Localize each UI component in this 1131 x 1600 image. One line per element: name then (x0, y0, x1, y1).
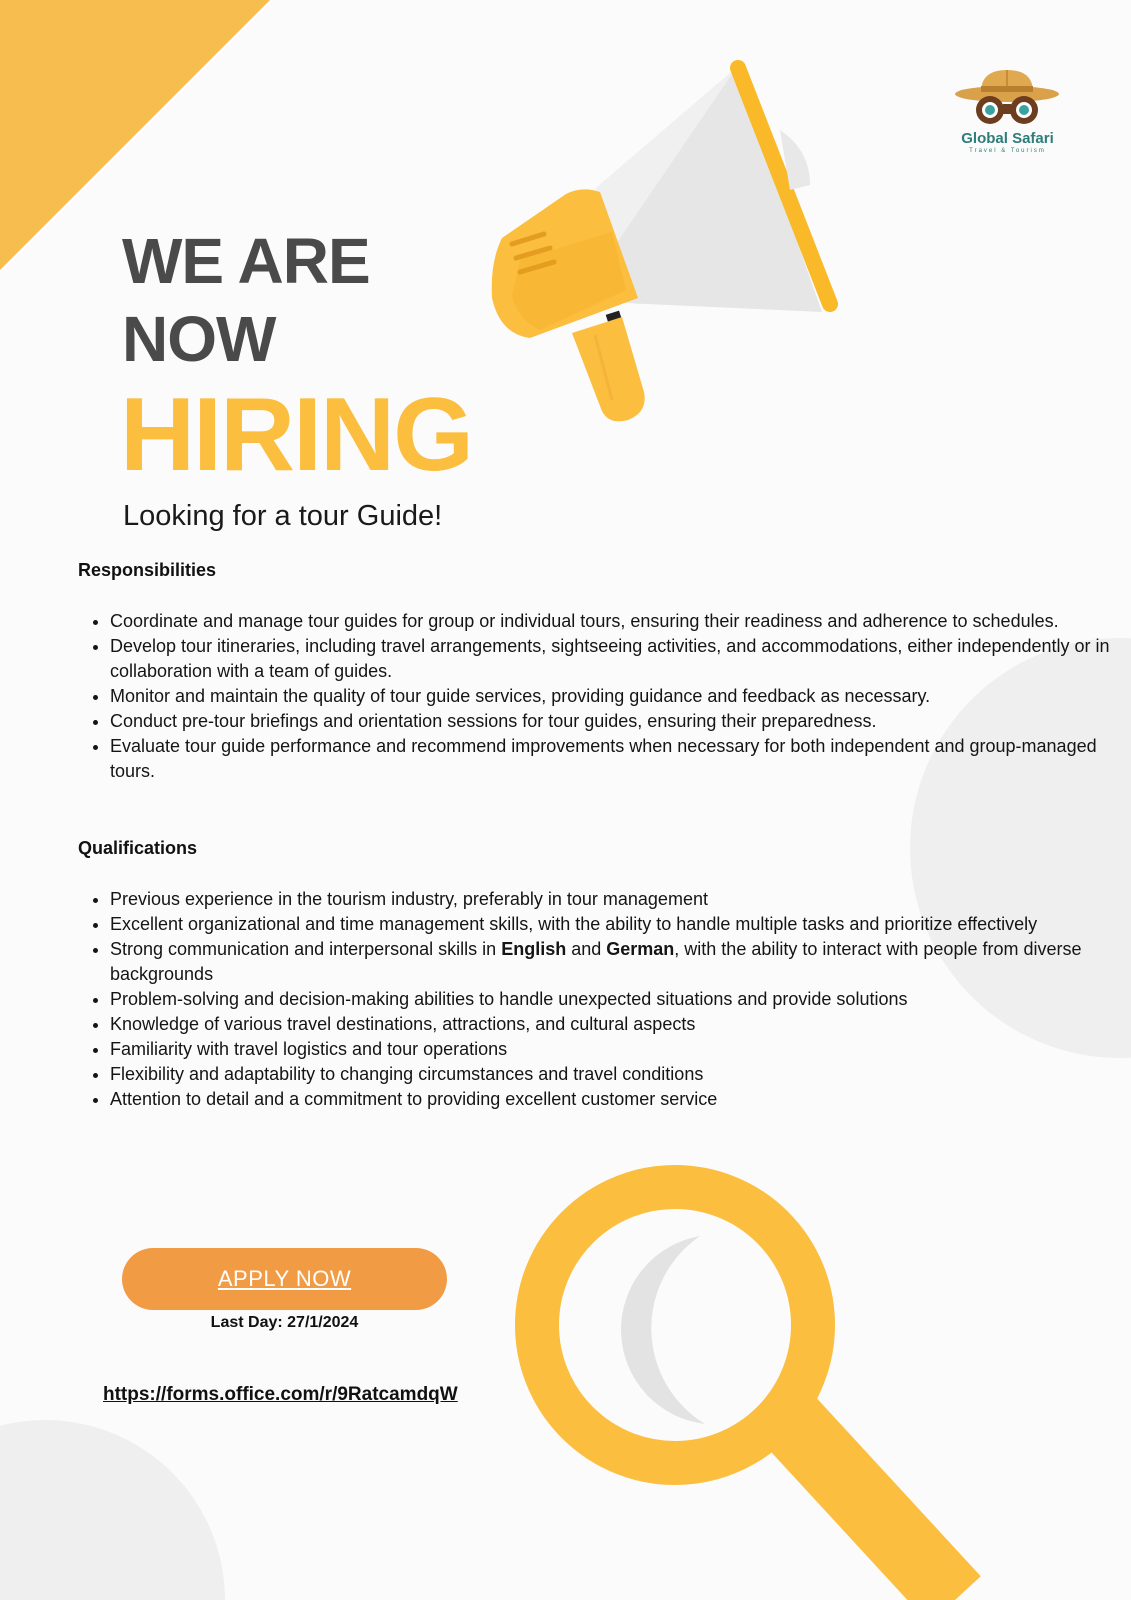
headline-hiring: HIRING (120, 377, 472, 493)
last-day-text: Last Day: 27/1/2024 (210, 1314, 359, 1331)
list-item-text: , with the ability to interact with people from diverse backgrounds (110, 939, 1082, 984)
qualifications-title: Qualifications (78, 838, 198, 858)
responsibilities-list (78, 609, 1130, 784)
headline (122, 222, 370, 378)
application-form-link[interactable]: https://forms.office.com/r/9RatcamdqW (103, 1384, 458, 1405)
headline-line-2: NOW (122, 303, 276, 375)
apply-now-button[interactable] (122, 1248, 447, 1310)
headline-line-1: WE ARE (122, 225, 370, 297)
qualifications-list (78, 887, 1130, 1112)
brand-name: Global Safari (961, 130, 1054, 147)
list-item: • Previous experience in the tourism industry, preferably in tour management (110, 887, 1130, 912)
tagline: Looking for a tour Guide! (123, 500, 443, 532)
list-item: • Evaluate tour guide performance and recommend improvements when necessary for both independent and group-managed tours. (110, 734, 1130, 784)
list-item: • Excellent organizational and time management skills, with the ability to handle multiple tasks and prioritize effectively (110, 912, 1130, 937)
list-item: • Attention to detail and a commitment to providing excellent customer service (110, 1087, 1130, 1112)
background-circle-bottom (0, 1420, 225, 1600)
list-item: • Knowledge of various travel destinations, attractions, and cultural aspects (110, 1012, 1130, 1037)
list-item: • Problem-solving and decision-making abilities to handle unexpected situations and provide solutions (110, 987, 1130, 1012)
brand-logo (940, 62, 1120, 162)
list-item-text: Strong communication and interpersonal skills in (110, 939, 502, 959)
brand-subtitle: Travel & Tourism (969, 148, 1046, 154)
list-item: • Coordinate and manage tour guides for group or individual tours, ensuring their readiness and adherence to schedules. (110, 609, 1130, 634)
megaphone-icon (492, 68, 830, 421)
language-german: German (606, 939, 675, 959)
magnifying-glass-icon (537, 1187, 955, 1600)
list-item: • Flexibility and adaptability to changing circumstances and travel conditions (110, 1062, 1130, 1087)
list-item: • Develop tour itineraries, including travel arrangements, sightseeing activities, and accommodations, either independently or in collaboration with a team of guides. (110, 634, 1130, 684)
language-english: English (501, 939, 567, 959)
list-item-text: and (566, 939, 607, 959)
list-item: • Conduct pre-tour briefings and orientation sessions for tour guides, ensuring their preparedness. (110, 709, 1130, 734)
apply-now-label: APPLY NOW (217, 1266, 352, 1291)
list-item: • Monitor and maintain the quality of tour guide services, providing guidance and feedback as necessary. (110, 684, 1130, 709)
explorer-hat-binoculars-icon (954, 62, 1060, 132)
list-item (110, 937, 1130, 987)
list-item: • Familiarity with travel logistics and tour operations (110, 1037, 1130, 1062)
responsibilities-title: Responsibilities (78, 560, 217, 580)
